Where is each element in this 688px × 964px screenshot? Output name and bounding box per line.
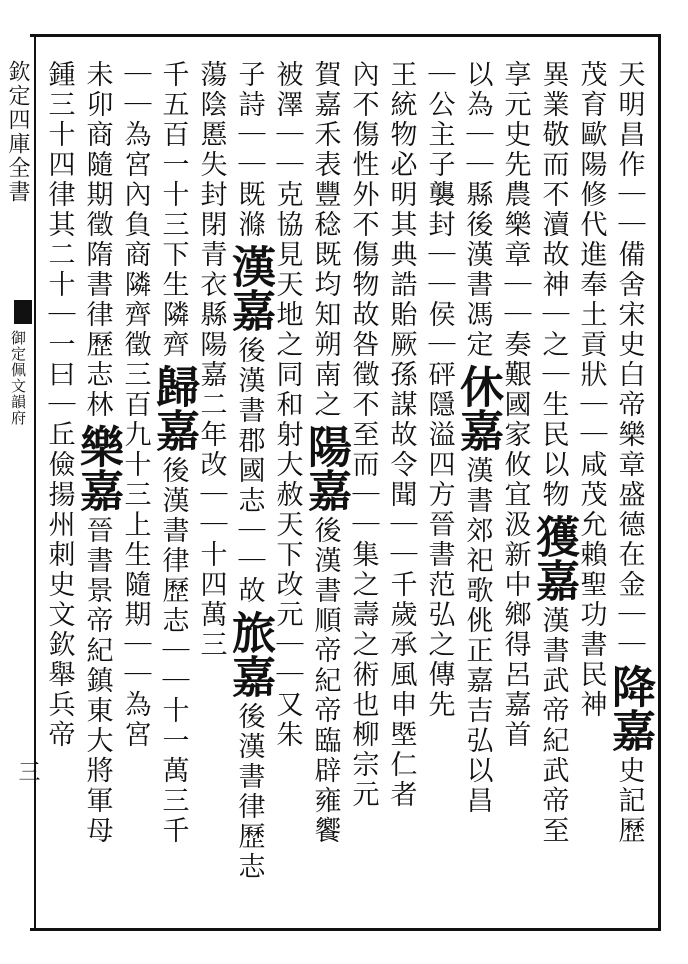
text-segment: 後漢書律歷志	[233, 702, 265, 882]
text-segment: 王統物必明其典誥貽厥孫謀故令聞｜｜千歲承風申塈仁者	[385, 60, 417, 810]
headword: 歸嘉	[148, 364, 199, 452]
text-segment: 青衣縣陽嘉二年改	[195, 240, 227, 480]
margin-title	[2, 60, 32, 920]
text-segment: 內不傷性外不傷物故咎徵不至而｜｜集之壽之術也柳宗元	[347, 60, 379, 810]
margin-title-text: 欽定四庫全書	[5, 60, 30, 204]
text-segment: 享元史先農樂章｜｜奏艱國家攸宜	[499, 60, 531, 510]
text-segment: 汲新中鄉得呂嘉首	[499, 510, 531, 750]
headword: 陽嘉	[300, 424, 351, 512]
text-segment: 史記歷	[613, 756, 645, 846]
text-segment: 異業敬而不瀆故神｜之｜生民以物	[537, 60, 569, 510]
headword: 獲嘉	[528, 514, 579, 602]
text-segment: 晉書景帝紀鎮東大將軍母	[81, 516, 113, 846]
headword: 漢嘉	[224, 244, 275, 332]
book-name	[10, 330, 25, 430]
text-segment: ｜｜十四萬三	[195, 480, 227, 660]
text-segment: 後漢書律歷志｜｜十一萬三千	[157, 456, 189, 846]
text-segment: 後漢書順帝紀帝臨辟雍饗	[309, 516, 341, 846]
text-segment: ｜｜為宮內負商隣齊徵	[119, 60, 151, 360]
text-segment: 茂育歐陽修代進奉土貢狀｜｜咸茂允賴聖功	[575, 60, 607, 630]
headword: 樂嘉	[72, 424, 123, 512]
text-segment: 賀嘉禾表豐稔既均知朔南之	[309, 60, 341, 420]
text-segment: 千五百一十三下生隣齊	[157, 60, 189, 360]
text-segment: 蕩陰慝失封閉	[195, 60, 227, 240]
headword: 降嘉	[604, 664, 655, 752]
text-segment: 鍾三十四律其二十｜一曰｜	[43, 60, 75, 420]
text-segment: 漢書郊祀歌佻正嘉吉弘以昌	[461, 456, 493, 816]
text-segment: 漢書武帝紀武帝至	[537, 606, 569, 846]
text-segment: 三百九十三上生隨期｜｜為宮	[119, 360, 151, 750]
right-border	[658, 34, 661, 931]
text-column-16	[34, 60, 84, 920]
book-name-text: 御定佩文韻府	[9, 330, 27, 426]
text-segment: 以為｜｜縣後漢書馮定	[461, 60, 493, 360]
text-segment: ｜砰隱溢四方晉書范弘之傳先	[423, 330, 455, 720]
margin-fishtail-mark	[14, 300, 32, 324]
text-segment: 射大赦天下改元｜｜又朱	[271, 420, 303, 750]
text-segment: 被澤｜｜克協見天地之同和	[271, 60, 303, 420]
text-segment: 書民神	[575, 630, 607, 720]
text-segment: 後漢書郡國志｜｜故	[233, 336, 265, 606]
top-border	[30, 34, 660, 37]
headword: 旅嘉	[224, 610, 275, 698]
text-segment: 天明昌作｜｜備舍宋史白帝樂章盛德在金｜｜	[613, 60, 645, 660]
text-segment: 丘儉揚州刺史文欽舉兵帝	[43, 420, 75, 750]
headword: 休嘉	[452, 364, 503, 452]
text-segment: 未卯商隨期徵隋書律歷志林	[81, 60, 113, 420]
text-segment: 子詩｜｜既滌	[233, 60, 265, 240]
text-segment: ｜公主子襲封｜｜侯	[423, 60, 455, 330]
page-number-text: 三	[15, 760, 40, 785]
bottom-border	[30, 928, 660, 931]
